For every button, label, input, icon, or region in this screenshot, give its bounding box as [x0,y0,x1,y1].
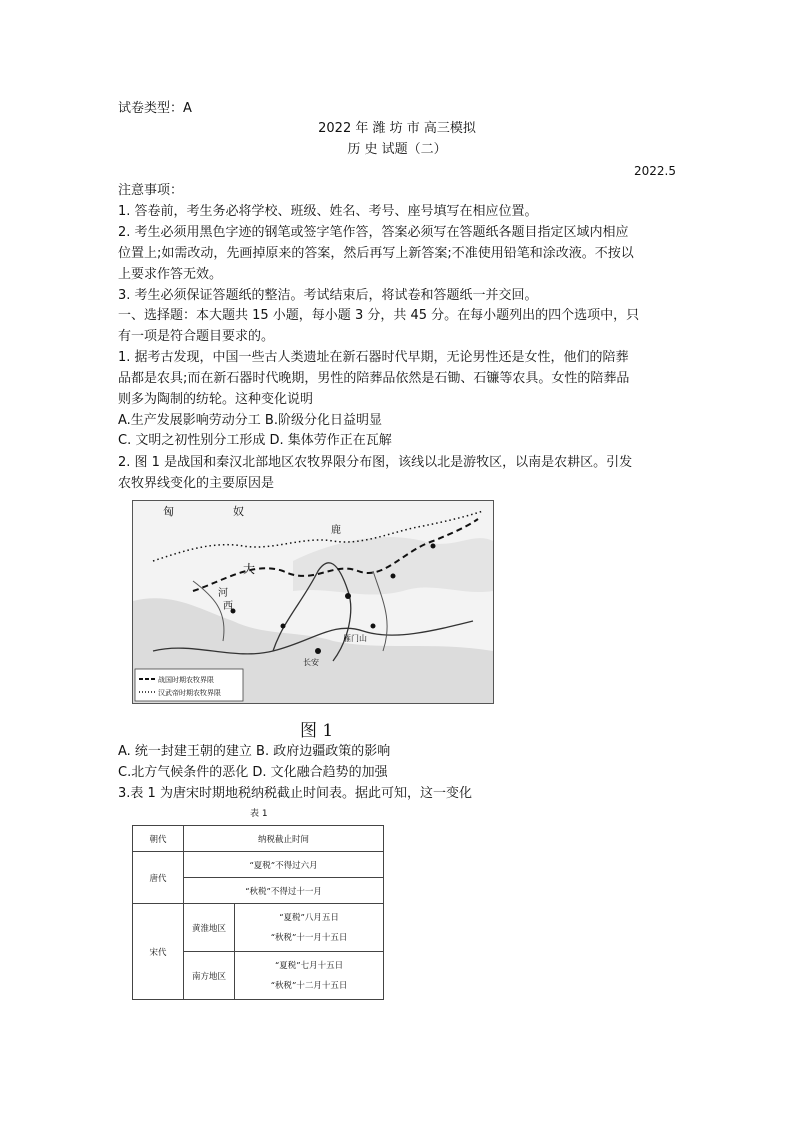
map-label: 长安 [303,658,319,667]
figure-caption: 图 1 [300,721,334,741]
table-cell-line: “夏税”七月十五日 [274,960,344,971]
map-legend-han-wudi: 汉武帝时期农牧界限 [158,689,221,697]
notice-item: 位置上;如需改动，先画掉原来的答案，然后再写上新答案;不准使用铅笔和涂改液。不按以 [118,246,634,261]
table-cell-dynasty: 宋代 [133,904,184,1000]
table-cell [235,952,384,1000]
question-2-stem: 农牧界线变化的主要原因是 [118,476,275,491]
question-3-stem: 3.表 1 为唐宋时期地税纳税截止时间表。据此可知，这一变化 [118,786,472,801]
table-cell-dynasty: 唐代 [133,852,184,904]
map-label: 大 [243,562,256,576]
figure-1-map [132,500,494,704]
notice-heading: 注意事项： [118,183,184,198]
table-cell-region: 南方地区 [184,952,235,1000]
map-label: 西 [223,601,233,612]
paper-type: 试卷类型：A [118,101,192,116]
notice-item: 1. 答卷前，考生务必将学校、班级、姓名、考号、座号填写在相应位置。 [118,204,538,219]
map-label: 奴 [233,505,244,518]
question-2-stem: 2. 图 1 是战国和秦汉北部地区农牧界限分布图，该线以北是游牧区，以南是农耕区。引发 [118,455,633,470]
notice-item: 3. 考生必须保证答题纸的整洁。考试结束后，将试卷和答题纸一并交回。 [118,288,538,303]
question-1-stem: 品都是农具;而在新石器时代晚期，男性的陪葬品依然是石锄、石镰等农具。女性的陪葬品 [118,371,630,386]
table-cell-region: 黄淮地区 [184,904,235,952]
table-title: 表 1 [250,809,268,819]
table-cell: “秋税”不得过十一月 [184,878,384,904]
table-header: 纳税截止时间 [184,826,384,852]
question-1-options: C. 文明之初性别分工形成 D. 集体劳作正在瓦解 [118,433,392,448]
question-1-stem: 1. 据考古发现，中国一些古人类遗址在新石器时代早期，无论男性还是女性，他们的陪葬 [118,350,629,365]
question-2-options: A. 统一封建王朝的建立 B. 政府边疆政策的影响 [118,744,391,759]
map-label: 雁门山 [343,634,367,643]
map-label: 鹿 [331,525,341,536]
table-cell-line: “秋税”十一月十五日 [270,932,348,943]
section-instructions: 有一项是符合题目要求的。 [118,329,275,344]
notice-item: 2. 考生必须用黑色字迹的钢笔或签字笔作答，答案必须写在答题纸各题目指定区域内相应 [118,225,629,240]
map-legend-warring-states: 战国时期农牧界限 [158,676,214,684]
exam-subtitle: 历 史 试题（二） [347,142,447,157]
exam-date: 2022.5 [634,164,676,178]
question-1-stem: 则多为陶制的纺轮。这种变化说明 [118,392,314,407]
table-cell: “夏税”不得过六月 [184,852,384,878]
table-cell-line: “夏税”八月五日 [279,912,339,923]
map-label: 河 [218,588,228,599]
exam-title: 2022 年 潍 坊 市 高三模拟 [318,121,476,136]
table-cell-line: “秋税”十二月十五日 [270,980,348,991]
tax-deadline-table [132,825,384,1000]
table-header: 朝代 [133,826,184,852]
map-label: 匈 [163,505,174,518]
table-cell [235,904,384,952]
question-1-options: A.生产发展影响劳动分工 B.阶级分化日益明显 [118,413,382,428]
notice-item: 上要求作答无效。 [118,267,223,282]
question-2-options: C.北方气候条件的恶化 D. 文化融合趋势的加强 [118,765,388,780]
section-instructions: 一、选择题：本大题共 15 小题，每小题 3 分，共 45 分。在每小题列出的四个选项中，只 [118,308,640,323]
